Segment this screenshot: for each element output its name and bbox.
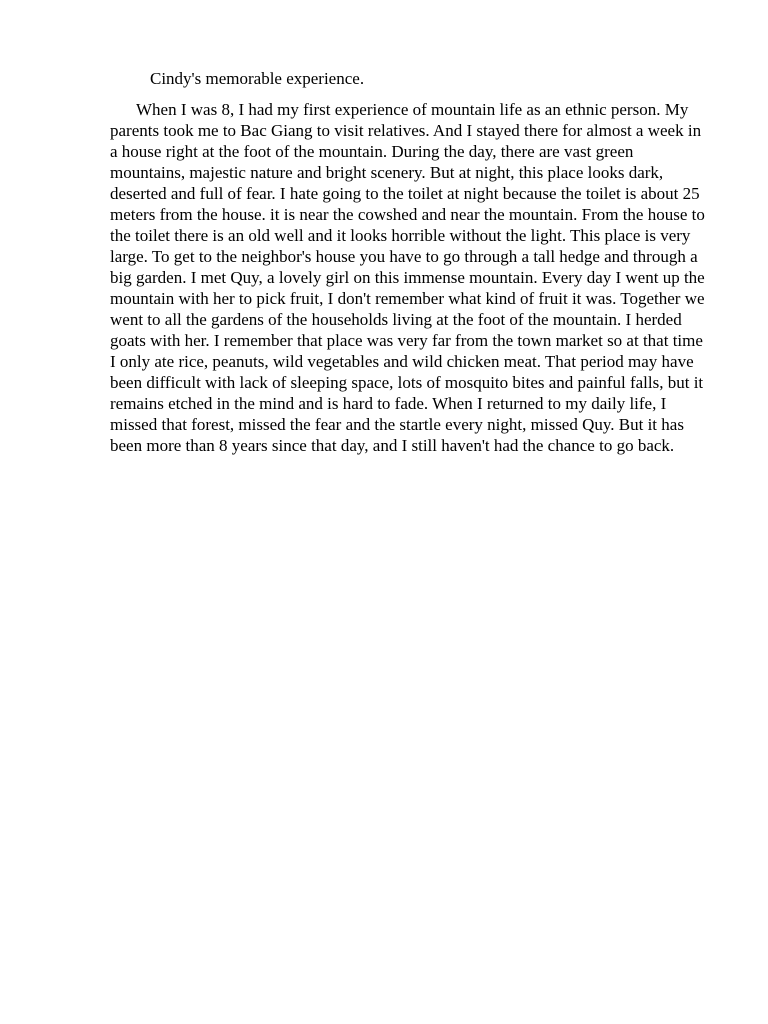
body-paragraph: When I was 8, I had my first experience of mountain life as an ethnic person. My parents took me to Bac Giang to visit relatives. And I stayed there for almost a week in a house right at the foot of the mountain. During the day, there are vast green mountains, majestic nature and bright scenery. But at night, this place looks dark, deserted and full of fear. I hate going to the toilet at night because the toilet is about 25 meters from the house. it is near the cowshed and near the mountain. From the house to the toilet there is an old well and it looks horrible without the light. This place is very large. To get to the neighbor's house you have to go through a tall hedge and through a big garden. I met Quy, a lovely girl on this immense mountain. Every day I went up the mountain with her to pick fruit, I don't remember what kind of fruit it was. Together we went to all the gardens of the households living at the foot of the mountain. I herded goats with her. I remember that place was very far from the town market so at that time I only ate rice, peanuts, wild vegetables and wild chicken meat. That period may have been difficult with lack of sleeping space, lots of mosquito bites and painful falls, but it remains etched in the mind and is hard to fade. When I returned to my daily life, I missed that forest, missed the fear and the startle every night, missed Quy. But it has been more than 8 years since that day, and I still haven't had the chance to go back.	[110, 100, 705, 455]
document-title: Cindy's memorable experience.	[150, 69, 365, 88]
